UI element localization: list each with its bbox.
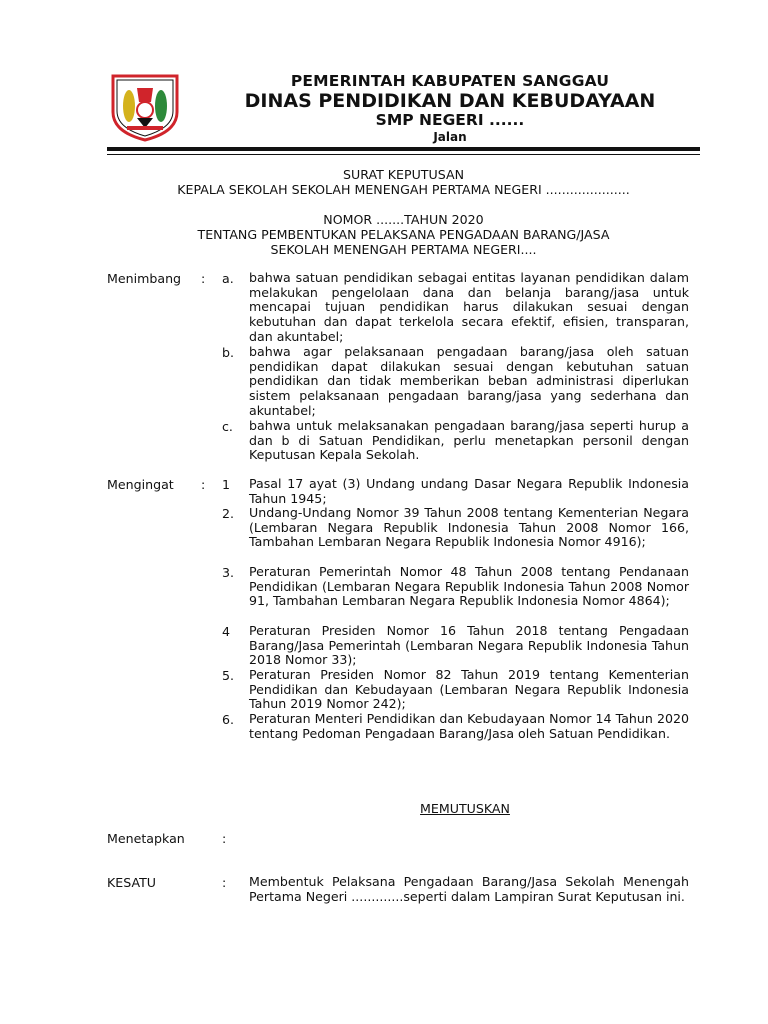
menimbang-item-marker: c. — [222, 419, 233, 434]
menetapkan-colon: : — [222, 831, 227, 846]
mengingat-item-marker: 2. — [222, 506, 235, 521]
mengingat-item-text: Peraturan Menteri Pendidikan dan Kebudayaan Nomor 14 Tahun 2020 tentang Pedoman Pengadaan Barang/Jasa oleh Satuan Pendidikan. — [249, 711, 689, 741]
mengingat-item-marker: 6. — [222, 712, 235, 727]
mengingat-label: Mengingat — [107, 477, 174, 492]
kesatu-colon: : — [222, 875, 227, 890]
letterhead-divider-thin — [107, 154, 700, 155]
kesatu-text: Membentuk Pelaksana Pengadaan Barang/Jasa Sekolah Menengah Pertama Negeri .............seperti dalam Lampiran Surat Keputusan ini. — [249, 874, 689, 904]
mengingat-item-marker: 4 — [222, 624, 231, 639]
decree-subject-school: SEKOLAH MENENGAH PERTAMA NEGERI.... — [270, 242, 537, 257]
decree-issuer: KEPALA SEKOLAH SEKOLAH MENENGAH PERTAMA NEGERI ..................... — [177, 182, 630, 197]
letterhead-divider-thick — [107, 147, 700, 151]
menetapkan-label: Menetapkan — [107, 831, 185, 846]
memutuskan-heading: MEMUTUSKAN — [420, 801, 510, 816]
menimbang-item-text: bahwa satuan pendidikan sebagai entitas layanan pendidikan dalam melakukan pengelolaan dana dan belanja barang/jasa untuk mencapai tujuan pendidikan harus dilakukan sesuai dengan kebutuhan dan dapat terkelola secara efektif, efisien, transparan, dan akuntabel; — [249, 270, 689, 344]
mengingat-colon: : — [201, 477, 206, 492]
mengingat-item-marker: 3. — [222, 565, 235, 580]
menimbang-item-marker: a. — [222, 271, 234, 286]
regency-emblem-logo — [107, 72, 183, 142]
kesatu-label: KESATU — [107, 875, 156, 890]
letterhead-school-name: SMP NEGERI ...... — [375, 111, 525, 129]
mengingat-item-text: Peraturan Pemerintah Nomor 48 Tahun 2008 tentang Pendanaan Pendidikan (Lembaran Negara Republik Indonesia Tahun 2008 Nomor 91, Tambahan Lembaran Negara Republik Indonesia Nomor 4864); — [249, 564, 689, 609]
letterhead-address: Jalan — [433, 130, 467, 144]
menimbang-item-marker: b. — [222, 345, 234, 360]
mengingat-item-marker: 5. — [222, 668, 235, 683]
mengingat-item-text: Peraturan Presiden Nomor 82 Tahun 2019 tentang Kementerian Pendidikan dan Kebudayaan (Lembaran Negara Republik Indonesia Tahun 2019 Nomor 242); — [249, 667, 689, 712]
mengingat-item-text: Peraturan Presiden Nomor 16 Tahun 2018 tentang Pengadaan Barang/Jasa Pemerintah (Lembaran Negara Republik Indonesia Tahun 2018 Nomor 33); — [249, 623, 689, 668]
decree-number: NOMOR .......TAHUN 2020 — [323, 212, 484, 227]
decree-title: SURAT KEPUTUSAN — [343, 167, 464, 182]
mengingat-item-text: Undang-Undang Nomor 39 Tahun 2008 tentang Kementerian Negara (Lembaran Negara Republik Indonesia Tahun 2008 Nomor 166, Tambahan Lembaran Negara Republik Indonesia Nomor 4916); — [249, 505, 689, 550]
menimbang-label: Menimbang — [107, 271, 182, 286]
menimbang-item-text: bahwa untuk melaksanakan pengadaan barang/jasa seperti hurup a dan b di Satuan Pendidikan, perlu menetapkan personil dengan Keputusan Kepala Sekolah. — [249, 418, 689, 463]
decree-subject: TENTANG PEMBENTUKAN PELAKSANA PENGADAAN BARANG/JASA — [197, 227, 610, 242]
letterhead-government-name: PEMERINTAH KABUPATEN SANGGAU — [290, 72, 610, 90]
menimbang-colon: : — [201, 271, 206, 286]
letterhead-agency-name: DINAS PENDIDIKAN DAN KEBUDAYAAN — [244, 90, 656, 112]
menimbang-item-text: bahwa agar pelaksanaan pengadaan barang/jasa oleh satuan pendidikan dapat dilakukan sesuai dengan kebutuhan satuan pendidikan dan tidak memberikan beban administrasi diperlukan sistem pelaksanaan pengadaan barang/jasa yang sederhana dan akuntabel; — [249, 344, 689, 418]
mengingat-item-marker: 1 — [222, 477, 231, 492]
mengingat-item-text: Pasal 17 ayat (3) Undang undang Dasar Negara Republik Indonesia Tahun 1945; — [249, 476, 689, 506]
